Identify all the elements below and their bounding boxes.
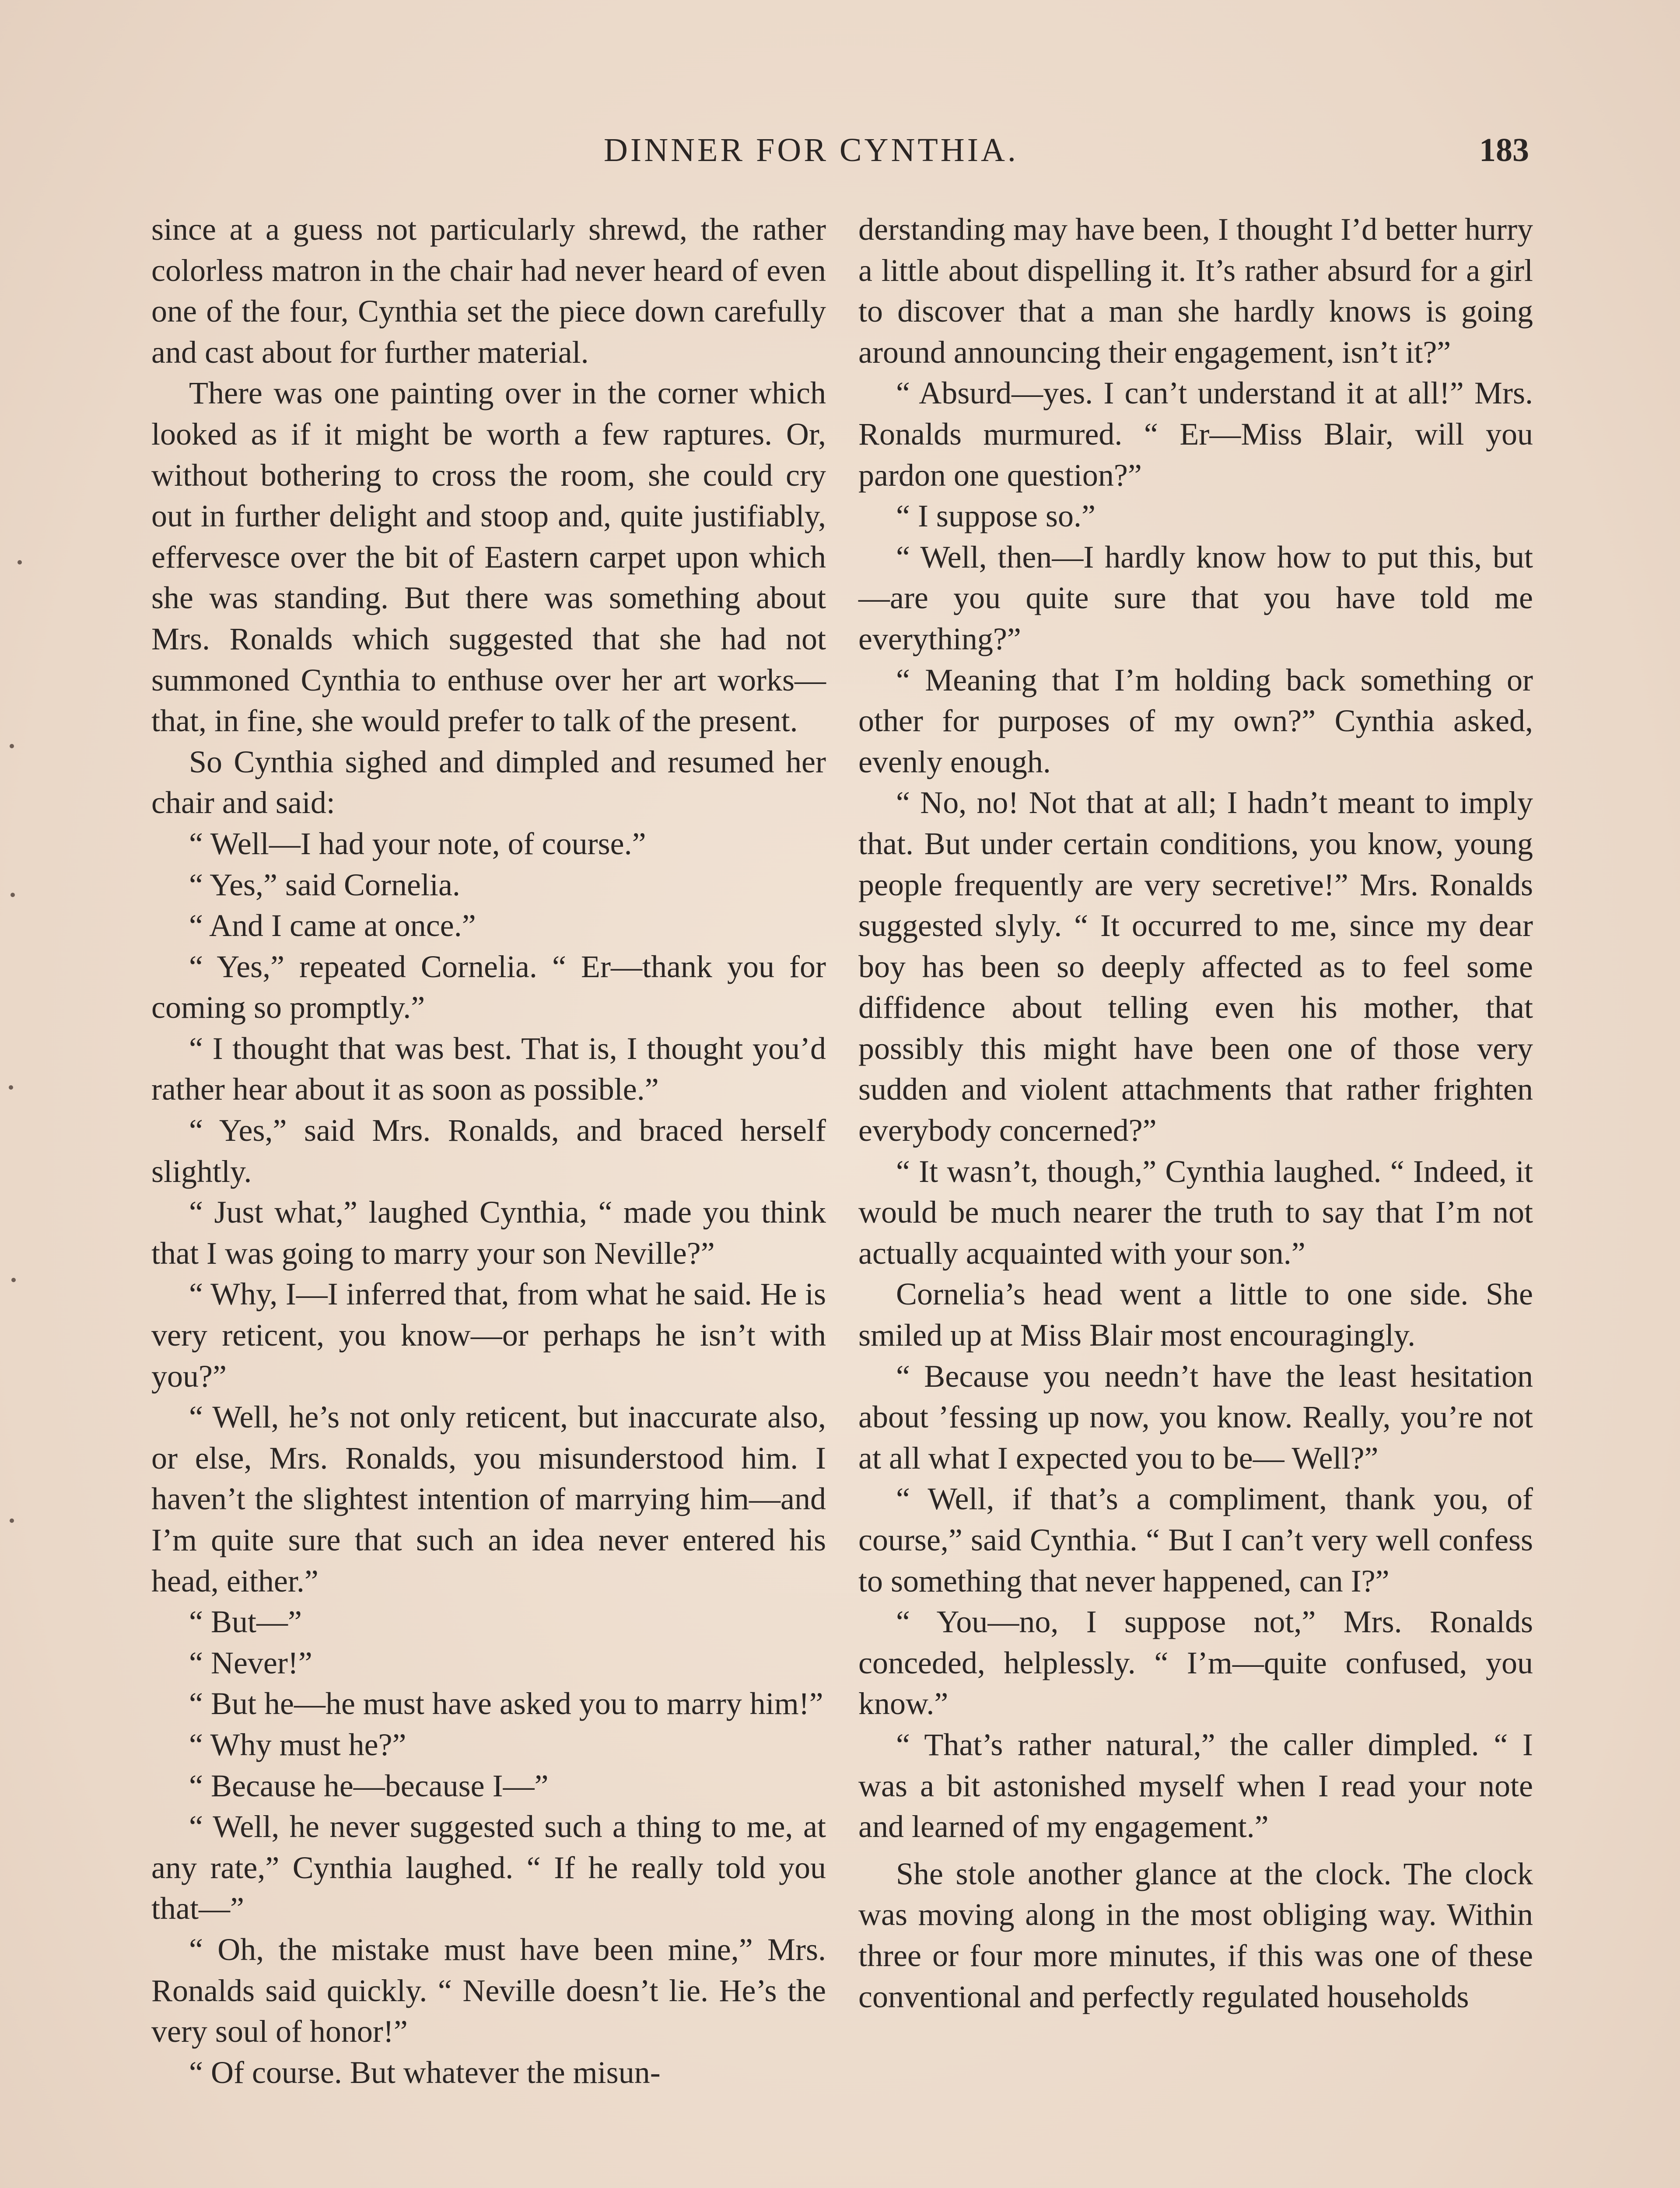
paragraph: “ And I came at once.”	[189, 908, 476, 943]
binding-speck	[10, 744, 14, 748]
paragraph: “ Meaning that I’m holding back something or other for purposes of my own?” Cynthia asked, evenly enough.	[858, 662, 1533, 779]
paragraph: “ Oh, the mistake must have been mine,” Mrs. Ronalds said quickly. “ Neville doesn’t lie. He’s the very soul of honor!”	[151, 1932, 826, 2049]
paragraph: She stole another glance at the clock. The clock was moving along in the most obliging way. Within three or four more minutes, if this was one of these conventional and perfectly regulated households	[858, 1856, 1533, 2014]
binding-speck	[10, 893, 15, 897]
binding-speck	[9, 1085, 13, 1090]
binding-speck	[18, 560, 22, 565]
paragraph: “ You—no, I suppose not,” Mrs. Ronalds conceded, helplessly. “ I’m—quite confused, you know.”	[858, 1604, 1533, 1722]
paragraph: “ It wasn’t, though,” Cynthia laughed. “ Indeed, it would be much nearer the truth to say that I’m not actually acquainted with your son.”	[858, 1154, 1533, 1271]
paragraph: “ Yes,” said Cornelia.	[189, 867, 460, 902]
paragraph: “ Why must he?”	[189, 1727, 406, 1762]
paragraph: “ Well, he’s not only reticent, but inaccurate also, or else, Mrs. Ronalds, you misunderstood him. I haven’t the slightest intention of marrying him—and I’m quite sure that such an idea never entered his head, either.”	[151, 1399, 826, 1599]
paragraph: “ Of course. But whatever the misun-	[189, 2055, 661, 2090]
paragraph: “ Because you needn’t have the least hesitation about ’fessing up now, you know. Really, you’re not at all what I expected you to be— Well?”	[858, 1358, 1533, 1476]
paragraph: “ Well—I had your note, of course.”	[189, 826, 646, 861]
paragraph: “ Because he—because I—”	[189, 1768, 549, 1803]
paragraph: “ I suppose so.”	[896, 498, 1096, 534]
paragraph: “ No, no! Not that at all; I hadn’t meant to imply that. But under certain conditions, you know, young people frequently are very secretive!” Mrs. Ronalds suggested slyly. “ It occurred to me, since my dear boy has been so deeply affected as to feel some diffidence about telling even his mother, that possibly this might have been one of those very sudden and violent attachments that rather frighten everybody concerned?”	[858, 785, 1533, 1148]
paragraph: “ Yes,” said Mrs. Ronalds, and braced herself slightly.	[151, 1113, 826, 1189]
paragraph: “ But—”	[189, 1604, 302, 1640]
paragraph: “ Well, he never suggested such a thing to me, at any rate,” Cynthia laughed. “ If he really told you that—”	[151, 1809, 826, 1926]
binding-speck	[10, 1518, 14, 1523]
paragraph: Cornelia’s head went a little to one side. She smiled up at Miss Blair most encouragingly.	[858, 1276, 1533, 1353]
paragraph: derstanding may have been, I thought I’d better hurry a little about dispelling it. It’s rather absurd for a girl to discover that a man she hardly knows is going around announcing their engagement, isn’t it?”	[858, 212, 1533, 370]
paragraph: There was one painting over in the corner which looked as if it might be worth a few raptures. Or, without bothering to cross the room, she could cry out in further delight and stoop and, quite justifiably, effervesce over the bit of Eastern carpet upon which she was standing. But there was something about Mrs. Ronalds which suggested that she had not summoned Cynthia to enthuse over her art works—that, in fine, she would prefer to talk of the present.	[151, 375, 826, 739]
binding-speck	[11, 1278, 16, 1282]
paragraph: “ Well, then—I hardly know how to put this, but—are you quite sure that you have told me everything?”	[858, 539, 1533, 656]
page-number: 183	[1479, 132, 1529, 168]
paragraph: So Cynthia sighed and dimpled and resumed her chair and said:	[151, 744, 826, 820]
paragraph: “ I thought that was best. That is, I thought you’d rather hear about it as soon as possible.”	[151, 1031, 826, 1107]
right-text-column	[858, 209, 1533, 2017]
paragraph: “ Never!”	[189, 1645, 312, 1680]
paragraph: since at a guess not particularly shrewd, the rather colorless matron in the chair had never heard of even one of the four, Cynthia set the piece down carefully and cast about for further material.	[151, 212, 826, 370]
paragraph: “ Absurd—yes. I can’t understand it at all!” Mrs. Ronalds murmured. “ Er—Miss Blair, will you pardon one question?”	[858, 375, 1533, 493]
running-title: DINNER FOR CYNTHIA.	[604, 132, 1018, 168]
paragraph: “ Yes,” repeated Cornelia. “ Er—thank you for coming so promptly.”	[151, 949, 826, 1025]
left-text-column	[151, 209, 826, 2093]
paragraph: “ That’s rather natural,” the caller dimpled. “ I was a bit astonished myself when I read your note and learned of my engagement.”	[858, 1727, 1533, 1844]
paragraph: “ Why, I—I inferred that, from what he said. He is very reticent, you know—or perhaps he isn’t with you?”	[151, 1276, 826, 1394]
paragraph: “ But he—he must have asked you to marry him!”	[189, 1686, 823, 1722]
paragraph: “ Well, if that’s a compliment, thank you, of course,” said Cynthia. “ But I can’t very well confess to something that never happened, can I?”	[858, 1481, 1533, 1599]
paragraph: “ Just what,” laughed Cynthia, “ made you think that I was going to marry your son Neville?”	[151, 1195, 826, 1271]
